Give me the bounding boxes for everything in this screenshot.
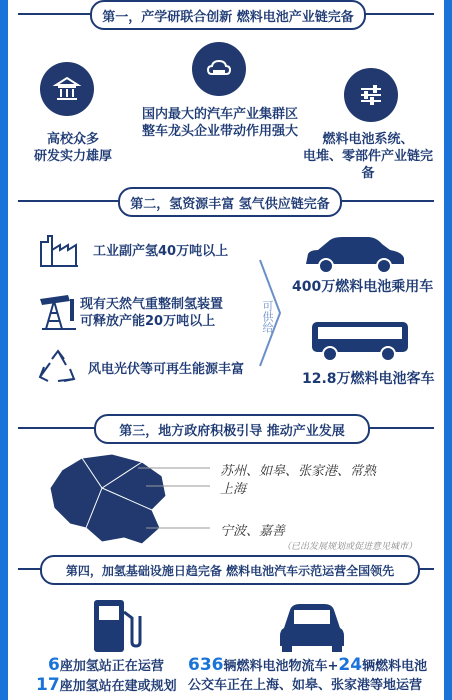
section4-title: 第四，加氢基础设施日趋完备 燃料电池汽车示范运营全国领先	[40, 555, 420, 585]
source1-text: 工业副产氢40万吨以上	[93, 244, 229, 259]
section1-item3: 燃料电池系统、 电堆、零部件产业链完备	[302, 132, 433, 181]
vehicle-line-a: 636辆燃料电池物流车+24辆燃料电池	[188, 655, 428, 675]
oil-pump-icon	[36, 291, 80, 331]
university-icon	[40, 62, 94, 116]
city-list-2: 上海	[220, 482, 247, 497]
sliders-icon	[344, 68, 398, 122]
output1-text: 400万燃料电池乘用车	[292, 279, 434, 295]
factory-icon	[38, 232, 80, 268]
vehicle-icon	[276, 598, 348, 654]
infographic-card	[8, 0, 444, 700]
section1-item2: 国内最大的汽车产业集群区 整车龙头企业带动作用强大	[141, 107, 298, 139]
city-list-3: 宁波、嘉善	[220, 524, 286, 539]
station-line-b: 17座加氢站在建或规划	[36, 675, 177, 695]
section3-title: 第三，地方政府积极引导 推动产业发展	[94, 414, 370, 444]
source3-text: 风电光伏等可再生能源丰富	[88, 362, 245, 377]
fuel-station-icon	[90, 598, 142, 654]
station-line-a: 6座加氢站正在运营	[48, 655, 164, 675]
output2-text: 12.8万燃料电池客车	[302, 371, 435, 387]
source2-text: 现有天然气重整制氢装置 可释放产能20万吨以上	[80, 297, 224, 329]
section1-title: 第一，产学研联合创新 燃料电池产业链完备	[90, 0, 366, 30]
car-icon	[302, 232, 408, 276]
city-list-1: 苏州、如皋、张家港、常熟	[220, 464, 377, 479]
section1-item1: 高校众多 研发实力雄厚	[33, 132, 112, 164]
recycle-icon	[38, 349, 78, 387]
city-note: （已出发展规划或促进意见城市）	[282, 542, 418, 552]
cloud-car-icon	[192, 42, 246, 96]
vehicle-line-b: 公交车正在上海、如皋、张家港等地运营	[188, 678, 423, 693]
bus-icon	[308, 318, 412, 364]
region-map	[42, 448, 212, 548]
supply-label: 可供给	[261, 300, 274, 333]
section2-title: 第二，氢资源丰富 氢气供应链完备	[118, 187, 342, 217]
